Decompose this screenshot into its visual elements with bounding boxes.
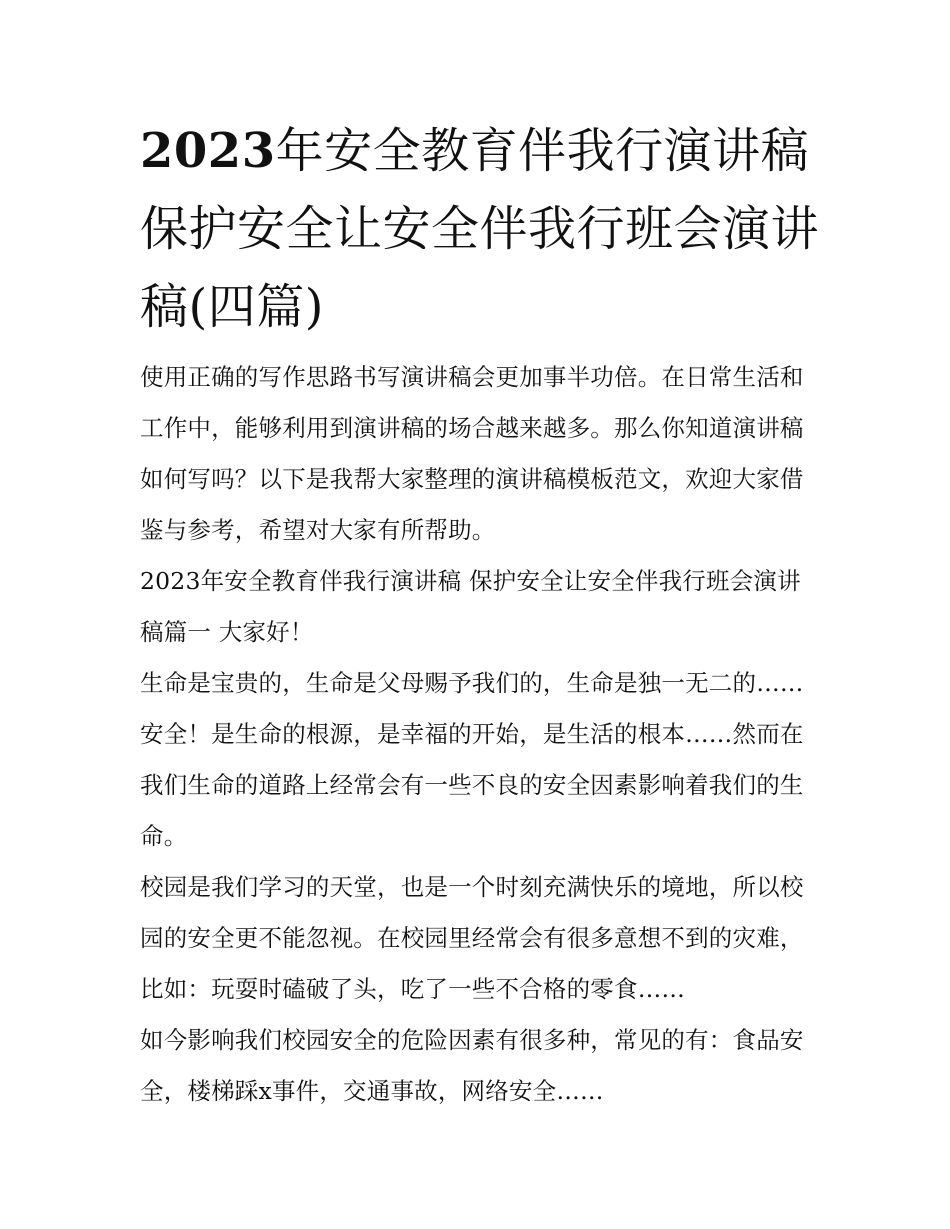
document-body <box>140 352 820 1117</box>
title-year: 2023 <box>140 123 276 179</box>
paragraph: 生命是宝贵的，生命是父母赐予我们的，生命是独一无二的……安全！是生命的根源，是幸福的开始，是生活的根本……然而在我们生命的道路上经常会有一些不良的安全因素影响着我们的生命。 <box>140 669 804 850</box>
document-title <box>140 112 820 346</box>
paragraph: 如今影响我们校园安全的危险因素有很多种，常见的有：食品安全，楼梯踩x事件，交通事故，网络安全…… <box>140 1026 804 1105</box>
paragraph-intro: 使用正确的写作思路书写演讲稿会更加事半功倍。在日常生活和工作中，能够利用到演讲稿的场合越来越多。那么你知道演讲稿如何写吗？以下是我帮大家整理的演讲稿模板范文，欢迎大家借鉴与参考，希望对大家有所帮助。 <box>140 363 804 544</box>
paragraph-heading: 2023年安全教育伴我行演讲稿 保护安全让安全伴我行班会演讲稿篇一 大家好！ <box>140 567 801 646</box>
title-text: 年安全教育伴我行演讲稿 保护安全让安全伴我行班会演讲稿(四篇) <box>140 123 820 335</box>
paragraph: 校园是我们学习的天堂，也是一个时刻充满快乐的境地，所以校园的安全更不能忽视。在校园里经常会有很多意想不到的灾难，比如：玩耍时磕破了头，吃了一些不合格的零食…… <box>140 873 804 1003</box>
